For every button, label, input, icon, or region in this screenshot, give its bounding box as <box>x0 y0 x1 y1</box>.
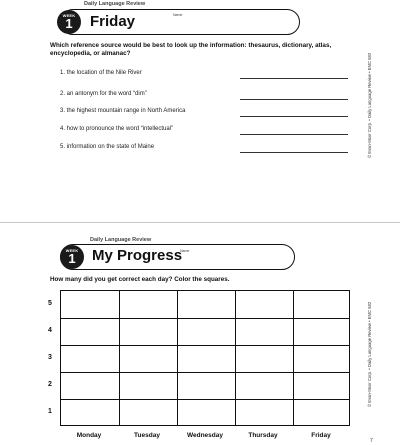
name-label: Name <box>180 249 190 253</box>
instruction-question: Which reference source would be best to look up the information: thesaurus, dictionary, atlas, encyclopedia, or almanac? <box>50 42 332 57</box>
name-label: Name <box>173 13 183 17</box>
progress-instruction: How many did you get correct each day? Color the squares. <box>50 276 230 283</box>
day-label-thursday: Thursday <box>248 432 278 439</box>
answer-line-4[interactable] <box>240 134 348 135</box>
row-number-2: 2 <box>48 381 52 388</box>
progress-title: My Progress <box>92 247 183 264</box>
day-label-monday: Monday <box>76 432 102 439</box>
row-number-4: 4 <box>48 327 52 334</box>
day-label-tuesday: Tuesday <box>134 432 160 439</box>
progress-grid <box>60 290 350 426</box>
page-number: 7 <box>370 438 373 444</box>
answer-line-2[interactable] <box>240 99 348 100</box>
copyright-side-note: © Evan-Moor Corp. • Daily Language Review • EMC 582 <box>367 301 372 407</box>
grid-column-divider <box>119 291 120 425</box>
day-title: Friday <box>90 13 136 30</box>
question-item-5: 5. information on the state of Maine <box>60 144 155 150</box>
week-label: WEEK <box>65 248 79 253</box>
grid-row-divider <box>61 345 349 346</box>
grid-row-divider <box>61 318 349 319</box>
series-title: Daily Language Review <box>90 237 152 243</box>
week-number: 1 <box>65 16 73 31</box>
grid-column-divider <box>177 291 178 425</box>
grid-column-divider <box>293 291 294 425</box>
week-number: 1 <box>68 251 76 266</box>
question-item-1: 1. the location of the Nile River <box>60 70 142 76</box>
question-item-4: 4. how to pronounce the word “intellectual” <box>60 126 174 132</box>
week-label: WEEK <box>62 13 76 18</box>
day-label-wednesday: Wednesday <box>186 432 223 439</box>
row-number-5: 5 <box>48 300 52 307</box>
friday-worksheet <box>0 0 400 220</box>
row-number-1: 1 <box>48 408 52 415</box>
row-number-3: 3 <box>48 354 52 361</box>
question-item-2: 2. an antonym for the word “dim” <box>60 91 147 97</box>
week-badge <box>57 10 81 34</box>
answer-line-5[interactable] <box>240 152 348 153</box>
copyright-side-note: © Evan-Moor Corp. • Daily Language Review • EMC 582 <box>367 52 372 158</box>
series-title: Daily Language Review <box>84 1 146 7</box>
answer-line-1[interactable] <box>240 78 348 79</box>
page-divider <box>0 222 400 223</box>
grid-row-divider <box>61 399 349 400</box>
question-item-3: 3. the highest mountain range in North America <box>60 108 186 114</box>
answer-line-3[interactable] <box>240 116 348 117</box>
grid-row-divider <box>61 372 349 373</box>
grid-column-divider <box>235 291 236 425</box>
week-badge <box>60 245 84 269</box>
day-label-friday: Friday <box>311 432 331 439</box>
